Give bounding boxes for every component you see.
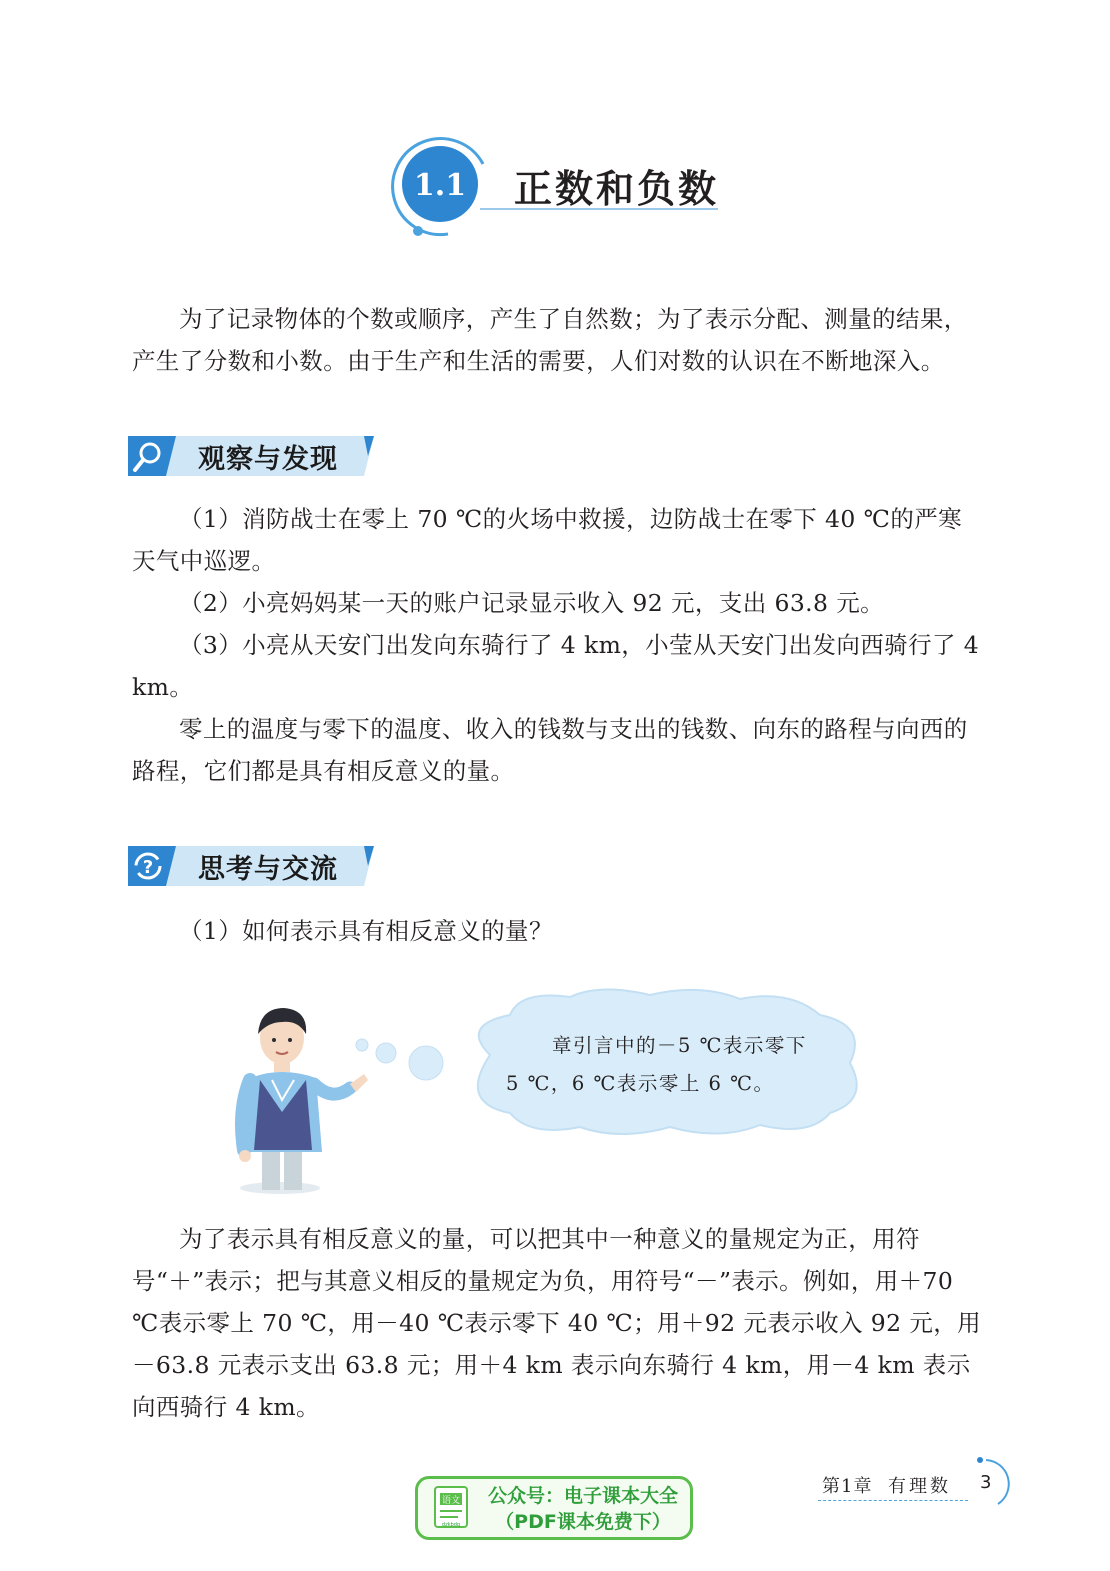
page-number-arc xyxy=(970,1452,1020,1508)
page-number: 3 xyxy=(980,1472,992,1493)
watermark-line-1: 公众号：电子课本大全 xyxy=(487,1485,678,1507)
section-number-badge xyxy=(388,134,498,244)
watermark-badge xyxy=(415,1476,693,1540)
think-question: （1）如何表示具有相反意义的量？ xyxy=(179,917,553,945)
thought-dots xyxy=(350,1035,450,1085)
explanation-text: 为了表示具有相反意义的量，可以把其中一种意义的量规定为正，用符号“＋”表示；把与其意义相反的量规定为负，用符号“－”表示。例如，用＋70 ℃表示零上 70 ℃，用－40 ℃表示零下 40 ℃；用＋92 元表示收入 92 元，用－63.8 元表示支出 63.8 元；用＋4 km 表示向东骑行 4 km，用－4 km 表示向西骑行 4 km。 xyxy=(132,1225,982,1421)
observe-item-3: （3）小亮从天安门出发向东骑行了 4 km，小莹从天安门出发向西骑行了 4 km。 xyxy=(132,631,980,701)
observe-summary: 零上的温度与零下的温度、收入的钱数与支出的钱数、向东的路程与向西的路程，它们都是具有相反意义的量。 xyxy=(132,715,968,785)
svg-text:dzkbdq: dzkbdq xyxy=(441,1522,461,1528)
footer-divider xyxy=(818,1500,968,1501)
section-title: 正数和负数 xyxy=(514,166,720,211)
observe-item-1: （1）消防战士在零上 70 ℃的火场中救援，边防战士在零下 40 ℃的严寒天气中巡逻。 xyxy=(132,505,963,575)
think-heading: 思考与交流 xyxy=(198,854,338,885)
think-question-block xyxy=(132,910,982,952)
bubble-line-1: 章引言中的－5 ℃表示零下 xyxy=(552,1034,807,1057)
observe-heading: 观察与发现 xyxy=(198,444,338,475)
svg-text:?: ? xyxy=(142,857,154,878)
bubble-line-2: 5 ℃，6 ℃表示零上 6 ℃。 xyxy=(506,1072,775,1095)
explanation-paragraph xyxy=(132,1218,982,1428)
section-number: 1.1 xyxy=(413,168,467,203)
student-illustration xyxy=(232,1000,382,1195)
footer-chapter-title: 有理数 xyxy=(888,1476,951,1497)
svg-text:语文: 语文 xyxy=(441,1496,461,1506)
intro-paragraph xyxy=(132,298,982,382)
footer-chapter: 第1章 xyxy=(822,1476,873,1497)
book-icon xyxy=(432,1485,470,1531)
observe-item-2: （2）小亮妈妈某一天的账户记录显示收入 92 元，支出 63.8 元。 xyxy=(179,589,885,617)
observe-content xyxy=(132,498,982,792)
intro-text: 为了记录物体的个数或顺序，产生了自然数；为了表示分配、测量的结果，产生了分数和小数。由于生产和生活的需要，人们对数的认识在不断地深入。 xyxy=(132,305,968,375)
watermark-line-2: （PDF课本免费下） xyxy=(495,1511,671,1533)
